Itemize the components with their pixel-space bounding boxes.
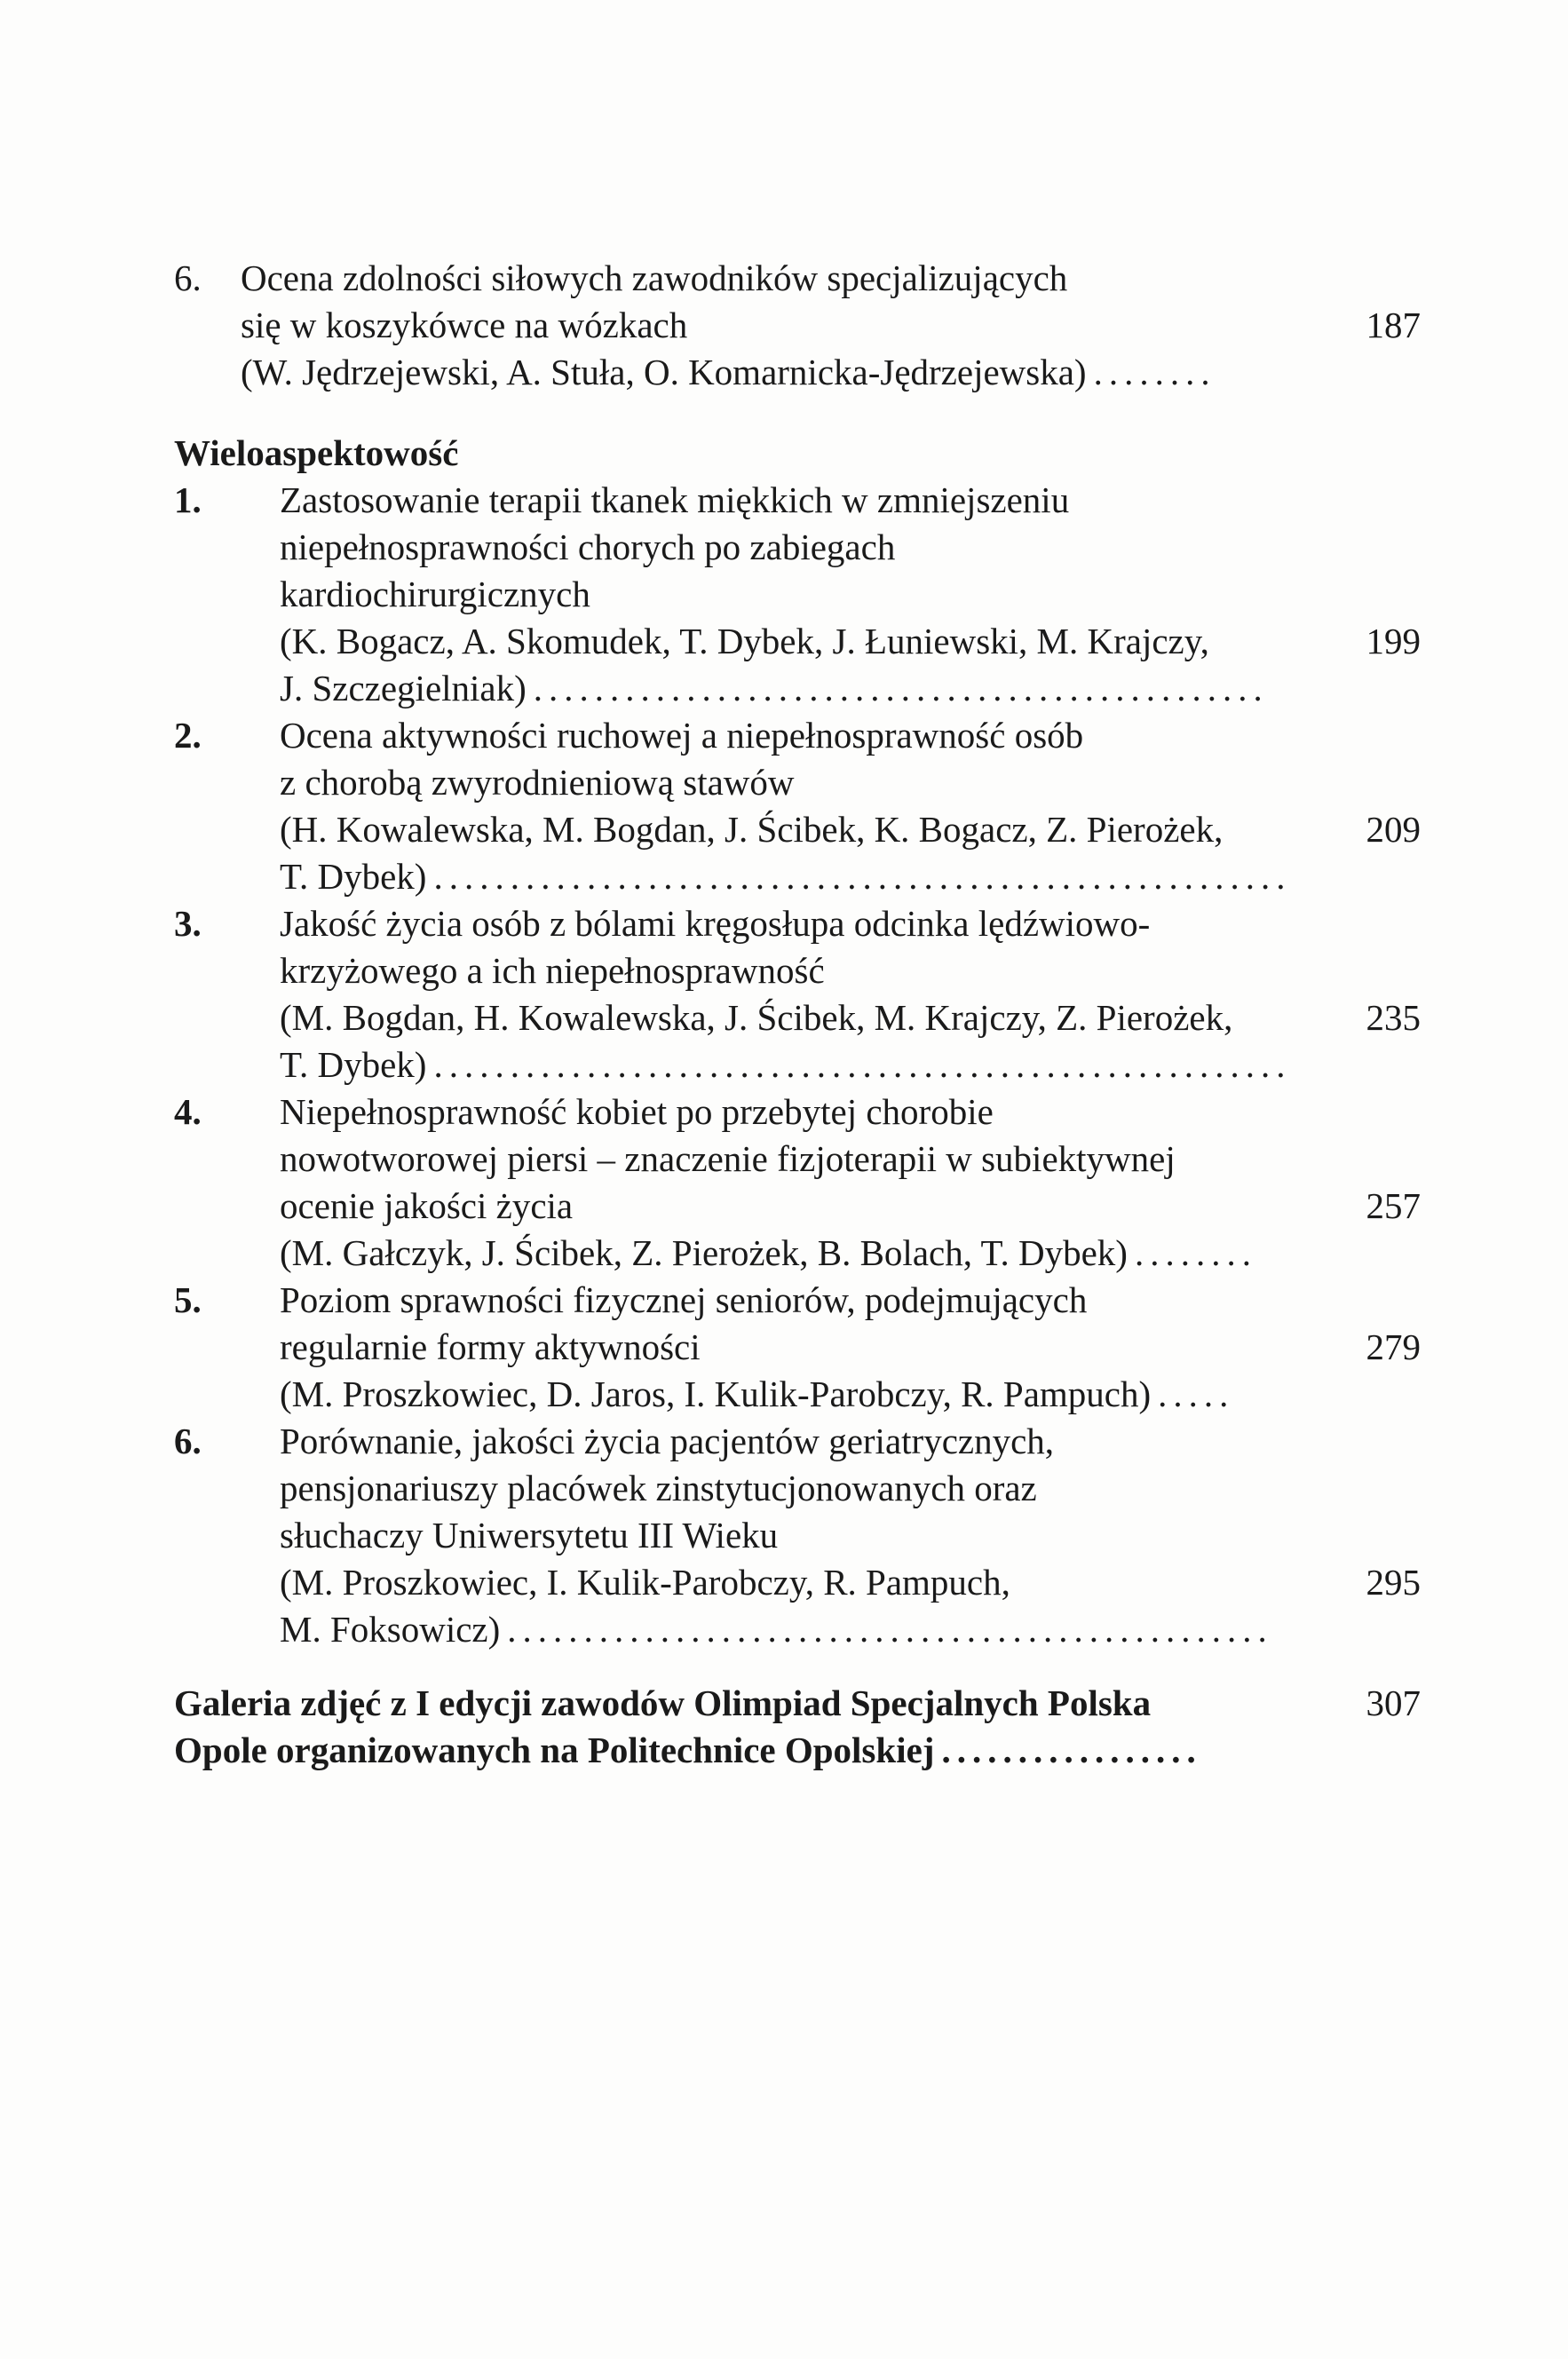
entry-body [280,900,1421,1088]
toc-line [280,1136,1421,1183]
toc-line-text: (M. Gałczyk, J. Ścibek, Z. Pierożek, B. Bolach, T. Dybek) [280,1232,1128,1273]
dot-leader: ........ [1134,1232,1257,1273]
toc-entry [174,477,1421,712]
toc-line-text: regularnie formy aktywności [280,1326,701,1367]
toc-line-text: się w koszykówce na wózkach [241,305,688,345]
toc-line [280,1230,1421,1277]
page-number: 187 [1366,305,1421,345]
toc-line-text: Poziom sprawności fizycznej seniorów, podejmujących [280,1279,1088,1320]
toc-line-text: Ocena aktywności ruchowej a niepełnosprawność osób [280,715,1084,756]
page-number: 209 [1366,809,1421,850]
dot-leader: ................................................ [533,668,1269,708]
toc-line-text: ocenie jakości życia [280,1185,574,1226]
toc-line [280,1371,1421,1418]
toc-line [174,1727,1421,1774]
toc-line-text: niepełnosprawności chorych po zabiegach [280,526,896,567]
toc-line [280,900,1421,947]
toc-line-text: pensjonariuszy placówek zinstytucjonowanych oraz [280,1468,1037,1508]
toc-line [280,947,1421,994]
dot-leader: ........................................................ [433,856,1292,897]
toc-line-text: Niepełnosprawność kobiet po przebytej chorobie [280,1091,994,1132]
toc-line-text: nowotworowej piersi – znaczenie fizjoterapii w subiektywnej [280,1138,1176,1179]
toc-line-text: (M. Proszkowiec, I. Kulik-Parobczy, R. Pampuch, [280,1562,1010,1603]
toc-line [280,1277,1421,1324]
toc-line [280,806,1421,853]
toc-line-text: Zastosowanie terapii tkanek miękkich w zmniejszeniu [280,479,1070,520]
gallery-entry [174,1680,1421,1774]
entry-number: 3. [174,903,202,944]
toc-line [280,1041,1421,1088]
toc-line-text: T. Dybek) [280,856,427,897]
toc-line-text: (K. Bogacz, A. Skomudek, T. Dybek, J. Łuniewski, M. Krajczy, [280,621,1209,661]
toc-line [280,618,1421,665]
toc-line-text: (W. Jędrzejewski, A. Stuła, O. Komarnicka-Jędrzejewska) [241,352,1087,392]
toc-line-text: Galeria zdjęć z I edycji zawodów Olimpiad Specjalnych Polska [174,1682,1152,1723]
toc-entry [174,1088,1421,1277]
page-number: 257 [1366,1185,1421,1226]
toc-line [280,1465,1421,1512]
entry-number: 2. [174,715,202,756]
toc-line [280,1088,1421,1136]
entry-number: 4. [174,1091,202,1132]
dot-leader: .................................................. [507,1609,1273,1650]
toc-entry [174,900,1421,1088]
toc-entry [174,255,1421,396]
toc-line-text: kardiochirurgicznych [280,574,590,614]
entry-number: 1. [174,479,202,520]
page-number: 307 [1366,1682,1421,1723]
toc-line-text: (H. Kowalewska, M. Bogdan, J. Ścibek, K. Bogacz, Z. Pierożek, [280,809,1224,850]
entry-body [280,1418,1421,1653]
page-number: 279 [1366,1326,1421,1367]
toc-line [280,1324,1421,1371]
toc-line [280,477,1421,524]
toc-entry [174,1418,1421,1653]
entry-body [280,1088,1421,1277]
toc-entry [174,1277,1421,1418]
toc-line [280,853,1421,900]
toc-line [280,712,1421,759]
toc-line-text: (M. Bogdan, H. Kowalewska, J. Ścibek, M. Krajczy, Z. Pierożek, [280,997,1233,1038]
toc-line [280,1512,1421,1559]
page-number: 235 [1366,997,1421,1038]
entry-body [280,1277,1421,1418]
page-number: 199 [1366,621,1421,661]
toc-line [280,759,1421,806]
toc-line-text: Porównanie, jakości życia pacjentów geriatrycznych, [280,1421,1055,1461]
entry-body [241,255,1421,396]
toc-line [280,1183,1421,1230]
toc-line [174,1680,1421,1727]
dot-leader: ........ [1093,352,1216,392]
toc-line [280,571,1421,618]
toc-line [241,255,1421,302]
toc-line-text: T. Dybek) [280,1044,427,1085]
toc-line [280,994,1421,1041]
toc-line-text: krzyżowego a ich niepełnosprawność [280,950,825,991]
entry-number: 5. [174,1279,202,1320]
dot-leader: ........................................................ [433,1044,1292,1085]
toc-line-text: (M. Proszkowiec, D. Jaros, I. Kulik-Parobczy, R. Pampuch) [280,1373,1152,1414]
toc-line [280,524,1421,571]
toc-line-text: Ocena zdolności siłowych zawodników specjalizujących [241,257,1068,298]
page-number: 295 [1366,1562,1421,1603]
toc-line [280,665,1421,712]
toc-entry [174,712,1421,900]
entry-body [280,712,1421,900]
entry-number: 6. [174,257,202,298]
dot-leader: ................. [941,1730,1202,1770]
table-of-contents [174,255,1421,1774]
toc-line [241,302,1421,349]
toc-line-text: Jakość życia osób z bólami kręgosłupa odcinka lędźwiowo- [280,903,1151,944]
toc-line [241,349,1421,396]
toc-line-text: słuchaczy Uniwersytetu III Wieku [280,1515,779,1556]
section-heading: Wieloaspektowość [174,432,459,473]
toc-line [280,1559,1421,1606]
entry-number: 6. [174,1421,202,1461]
entry-body [280,477,1421,712]
dot-leader: ..... [1158,1373,1235,1414]
toc-line-text: M. Foksowicz) [280,1609,501,1650]
toc-line-text: z chorobą zwyrodnieniową stawów [280,762,795,803]
toc-line [280,1418,1421,1465]
toc-line-text: J. Szczegielniak) [280,668,527,708]
toc-line-text: Opole organizowanych na Politechnice Opolskiej [174,1730,935,1770]
toc-line [280,1606,1421,1653]
